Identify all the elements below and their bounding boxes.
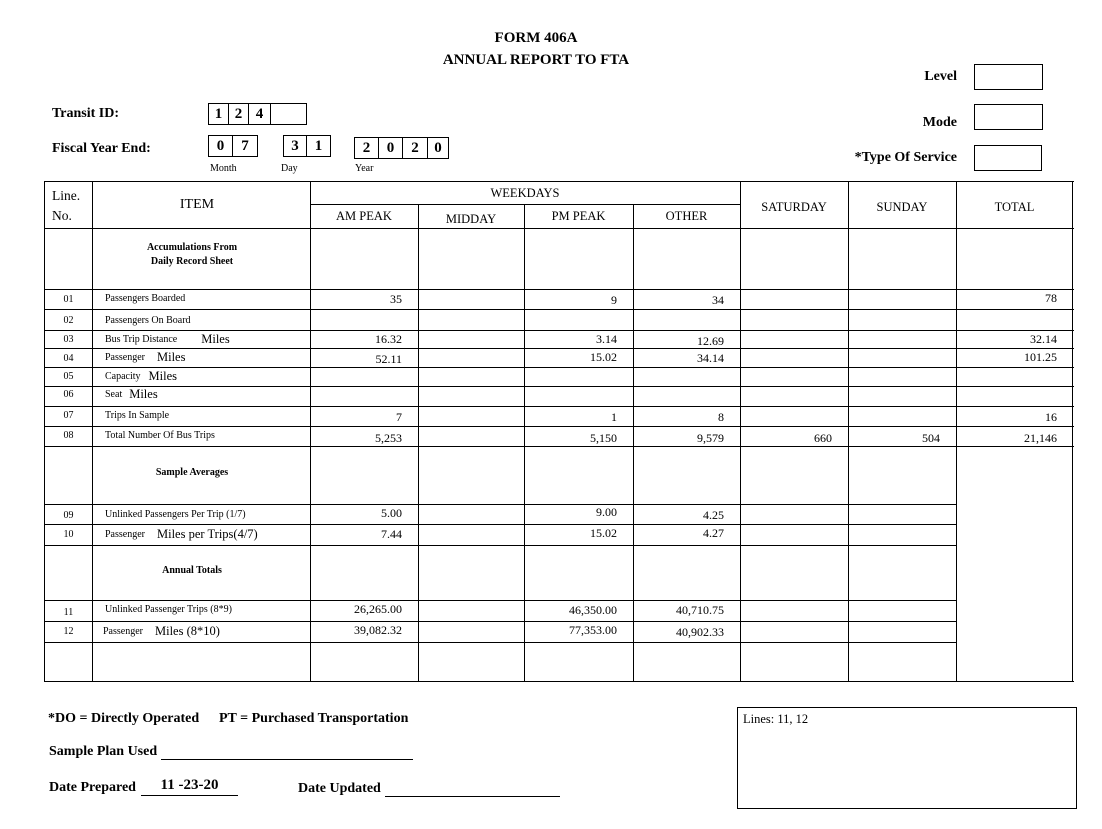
fiscal-day-digit-1[interactable]: 3 xyxy=(284,136,307,156)
item-text: Trips In Sample xyxy=(105,409,170,421)
section-accumulations-2: Daily Record Sheet xyxy=(150,256,234,267)
item-label xyxy=(92,348,310,367)
item-text: Capacity xyxy=(105,371,141,382)
line-number: 03 xyxy=(63,334,74,345)
item-label xyxy=(92,621,310,642)
cell-midday[interactable] xyxy=(418,428,524,448)
header-weekdays: WEEKDAYS xyxy=(490,185,560,200)
cell-total[interactable]: 101.25 xyxy=(1024,350,1057,364)
line-number: 07 xyxy=(63,409,74,421)
cell-other[interactable]: 40,902.33 xyxy=(676,625,724,639)
header-saturday: SATURDAY xyxy=(761,199,827,214)
type-of-service-label: *Type Of Service xyxy=(854,150,957,165)
cell-other[interactable]: 12.69 xyxy=(697,334,724,348)
transit-id-digit-3[interactable]: 4 xyxy=(249,104,271,124)
section-accumulations-1: Accumulations From xyxy=(146,242,238,253)
item-unit: Miles xyxy=(157,350,186,364)
item-text: Passenger xyxy=(105,529,145,540)
cell-midday[interactable] xyxy=(418,621,524,642)
cell-midday[interactable] xyxy=(418,367,524,386)
item-text: Bus Trip Distance xyxy=(105,334,178,345)
header-item: ITEM xyxy=(179,197,215,212)
cell-pm-peak[interactable]: 9 xyxy=(611,292,617,307)
date-prepared-field[interactable]: 11 -23-20 xyxy=(160,777,219,793)
cell-am-peak[interactable]: 39,082.32 xyxy=(354,623,402,637)
report-title: ANNUAL REPORT TO FTA xyxy=(442,52,630,68)
cell-saturday[interactable] xyxy=(740,348,848,367)
cell-other[interactable] xyxy=(633,386,740,406)
cell-pm-peak[interactable]: 5,150 xyxy=(590,430,617,445)
row-divider xyxy=(44,228,1074,229)
section-sample-averages: Sample Averages xyxy=(155,467,229,478)
header-line-no-1: Line. xyxy=(52,188,81,203)
cell-midday[interactable] xyxy=(418,600,524,621)
cell-other[interactable]: 4.27 xyxy=(703,526,724,540)
fiscal-year-digit-3[interactable]: 2 xyxy=(403,138,428,158)
cell-sunday[interactable] xyxy=(848,310,956,330)
cell-midday[interactable] xyxy=(418,310,524,330)
cell-saturday[interactable] xyxy=(740,289,848,309)
header-am-peak: AM PEAK xyxy=(336,208,392,223)
cell-sunday[interactable]: 504 xyxy=(922,430,940,445)
transit-id-field[interactable] xyxy=(208,103,307,125)
cell-sunday[interactable] xyxy=(848,367,956,386)
cell-saturday[interactable] xyxy=(740,386,848,406)
cell-sunday[interactable] xyxy=(848,524,956,545)
fiscal-year-field[interactable] xyxy=(354,137,449,159)
cell-other[interactable]: 4.25 xyxy=(703,507,724,522)
cell-pm-peak[interactable]: 1 xyxy=(611,409,617,424)
fiscal-month-digit-1[interactable]: 0 xyxy=(209,136,233,156)
cell-midday[interactable] xyxy=(418,289,524,309)
item-text: Passengers Boarded xyxy=(105,292,186,304)
cell-total[interactable]: 32.14 xyxy=(1030,332,1057,346)
item-unit: Miles xyxy=(129,387,158,401)
cell-midday[interactable] xyxy=(418,524,524,545)
cell-sunday[interactable] xyxy=(848,289,956,309)
item-text: Unlinked Passenger Trips (8*9) xyxy=(105,604,232,615)
cell-sunday[interactable] xyxy=(848,504,956,524)
cell-total[interactable] xyxy=(956,386,1073,406)
item-label xyxy=(92,330,310,349)
item-text: Passengers On Board xyxy=(105,314,191,326)
cell-am-peak[interactable] xyxy=(310,386,418,406)
cell-total[interactable]: 21,146 xyxy=(1024,430,1057,445)
item-label xyxy=(92,599,310,620)
fiscal-year-digit-2[interactable]: 0 xyxy=(379,138,403,158)
sample-plan-label: Sample Plan Used xyxy=(49,744,158,759)
header-line-no-2: No. xyxy=(52,208,72,223)
table-border-bottom xyxy=(44,681,1074,682)
fiscal-day-field[interactable] xyxy=(283,135,331,157)
cell-other[interactable] xyxy=(633,367,740,386)
cell-saturday[interactable] xyxy=(740,524,848,545)
cell-sunday[interactable] xyxy=(848,348,956,367)
row-divider xyxy=(44,642,957,643)
cell-pm-peak[interactable]: 46,350.00 xyxy=(569,603,617,617)
section-annual-totals: Annual Totals xyxy=(162,565,222,576)
transit-id-label: Transit ID: xyxy=(52,106,120,121)
fiscal-year-digit-4[interactable]: 0 xyxy=(434,140,442,156)
item-unit: Miles xyxy=(148,369,178,383)
item-text: Unlinked Passengers Per Trip (1/7) xyxy=(105,508,246,520)
item-label xyxy=(92,288,310,308)
line-number: 09 xyxy=(63,509,74,521)
cell-pm-peak[interactable] xyxy=(524,310,633,330)
item-text: Passenger xyxy=(105,352,145,363)
cell-other[interactable]: 40,710.75 xyxy=(676,603,724,617)
line-number: 11 xyxy=(63,607,74,618)
header-pm-peak: PM PEAK xyxy=(551,208,606,223)
row-divider xyxy=(310,204,741,205)
date-prepared-label: Date Prepared xyxy=(49,780,136,795)
line-number: 02 xyxy=(63,314,74,326)
cell-am-peak[interactable]: 7 xyxy=(396,409,402,424)
cell-midday[interactable] xyxy=(418,504,524,524)
legend-directly-operated: *DO = Directly Operated xyxy=(48,711,200,726)
cell-saturday[interactable] xyxy=(740,504,848,524)
cell-pm-peak[interactable]: 77,353.00 xyxy=(569,623,617,637)
item-unit: Miles xyxy=(201,332,230,346)
item-text: Passenger xyxy=(103,626,143,637)
item-text: Total Number Of Bus Trips xyxy=(105,429,215,441)
cell-am-peak[interactable]: 7.44 xyxy=(381,527,402,541)
cell-pm-peak[interactable]: 9.00 xyxy=(596,504,617,519)
cell-pm-peak[interactable]: 3.14 xyxy=(596,332,617,346)
cell-total[interactable] xyxy=(956,367,1073,386)
fiscal-year-end-label: Fiscal Year End: xyxy=(52,141,151,156)
row-divider xyxy=(44,181,1074,182)
item-label xyxy=(92,385,310,404)
legend-purchased-transportation: PT = Purchased Transportation xyxy=(219,711,409,726)
cell-other[interactable]: 8 xyxy=(718,409,724,424)
cell-pm-peak[interactable]: 15.02 xyxy=(590,350,617,364)
cell-other[interactable] xyxy=(633,310,740,330)
date-updated-field[interactable] xyxy=(385,779,560,795)
form-title: FORM 406A xyxy=(494,30,578,46)
cell-saturday[interactable] xyxy=(740,310,848,330)
cell-other[interactable]: 34.14 xyxy=(697,351,724,365)
fiscal-month-digit-2[interactable]: 7 xyxy=(241,138,249,154)
item-label xyxy=(92,524,310,545)
cell-sunday[interactable] xyxy=(848,330,956,349)
cell-saturday[interactable] xyxy=(740,621,848,642)
cell-sunday[interactable] xyxy=(848,621,956,642)
cell-total[interactable]: 78 xyxy=(1045,290,1057,305)
cell-total[interactable] xyxy=(956,310,1073,330)
line-number: 05 xyxy=(63,371,74,382)
cell-am-peak[interactable]: 26,265.00 xyxy=(354,602,402,616)
line-number: 08 xyxy=(63,429,74,441)
cell-saturday[interactable] xyxy=(740,600,848,621)
level-label: Level xyxy=(924,69,957,84)
fiscal-month-field[interactable] xyxy=(208,135,258,157)
item-label xyxy=(92,425,310,445)
type-of-service-field[interactable] xyxy=(974,145,1042,171)
item-unit: Miles (8*10) xyxy=(155,624,220,638)
item-label xyxy=(92,367,310,386)
cell-midday[interactable] xyxy=(418,407,524,427)
date-updated-underline xyxy=(385,796,560,797)
cell-am-peak[interactable]: 16.32 xyxy=(375,332,402,346)
header-midday: MIDDAY xyxy=(445,211,497,226)
cell-other[interactable]: 9,579 xyxy=(697,430,724,445)
item-text: Seat xyxy=(105,389,123,400)
transit-id-digit-4[interactable] xyxy=(271,104,305,124)
transit-id-digit-1[interactable]: 1 xyxy=(209,104,229,124)
cell-am-peak[interactable]: 35 xyxy=(390,291,402,306)
fiscal-day-digit-2[interactable]: 1 xyxy=(314,138,323,154)
transit-id-digit-2[interactable]: 2 xyxy=(229,104,249,124)
cell-am-peak[interactable]: 52.11 xyxy=(375,352,402,366)
month-label: Month xyxy=(210,163,237,174)
line-number: 12 xyxy=(63,626,74,637)
sample-plan-underline xyxy=(161,759,413,760)
mode-label: Mode xyxy=(922,115,957,130)
item-unit: Miles per Trips(4/7) xyxy=(157,527,258,541)
item-label xyxy=(92,504,310,524)
cell-saturday[interactable] xyxy=(740,407,848,427)
cell-midday[interactable] xyxy=(418,330,524,349)
cell-am-peak[interactable] xyxy=(310,367,418,386)
cell-total[interactable]: 16 xyxy=(1045,409,1057,424)
header-total: TOTAL xyxy=(994,199,1035,214)
header-sunday: SUNDAY xyxy=(876,199,928,214)
mode-field[interactable] xyxy=(974,104,1043,130)
header-other: OTHER xyxy=(665,208,708,223)
level-field[interactable] xyxy=(974,64,1043,90)
cell-pm-peak[interactable] xyxy=(524,367,633,386)
line-number: 10 xyxy=(63,529,74,540)
cell-other[interactable]: 34 xyxy=(712,292,724,307)
cell-saturday[interactable] xyxy=(740,367,848,386)
fiscal-year-digit-1[interactable]: 2 xyxy=(355,138,379,158)
cell-midday[interactable] xyxy=(418,386,524,406)
cell-sunday[interactable] xyxy=(848,386,956,406)
cell-pm-peak[interactable] xyxy=(524,386,633,406)
notes-box[interactable]: Lines: 11, 12 xyxy=(737,707,1077,809)
cell-saturday[interactable]: 660 xyxy=(814,430,832,445)
date-prepared-underline xyxy=(141,795,238,796)
day-label: Day xyxy=(281,163,298,174)
cell-midday[interactable] xyxy=(418,348,524,367)
cell-am-peak[interactable]: 5.00 xyxy=(381,505,402,520)
line-number: 01 xyxy=(63,293,74,305)
cell-am-peak[interactable] xyxy=(310,310,418,330)
row-divider xyxy=(44,545,957,546)
cell-saturday[interactable] xyxy=(740,330,848,349)
cell-am-peak[interactable]: 5,253 xyxy=(375,430,402,445)
cell-sunday[interactable] xyxy=(848,600,956,621)
year-label: Year xyxy=(355,163,374,174)
line-number: 06 xyxy=(63,389,74,400)
line-number: 04 xyxy=(63,353,74,364)
sample-plan-field[interactable] xyxy=(161,742,412,758)
item-label xyxy=(92,310,310,330)
cell-sunday[interactable] xyxy=(848,407,956,427)
date-updated-label: Date Updated xyxy=(298,781,381,796)
cell-pm-peak[interactable]: 15.02 xyxy=(590,526,617,540)
item-label xyxy=(92,405,310,425)
